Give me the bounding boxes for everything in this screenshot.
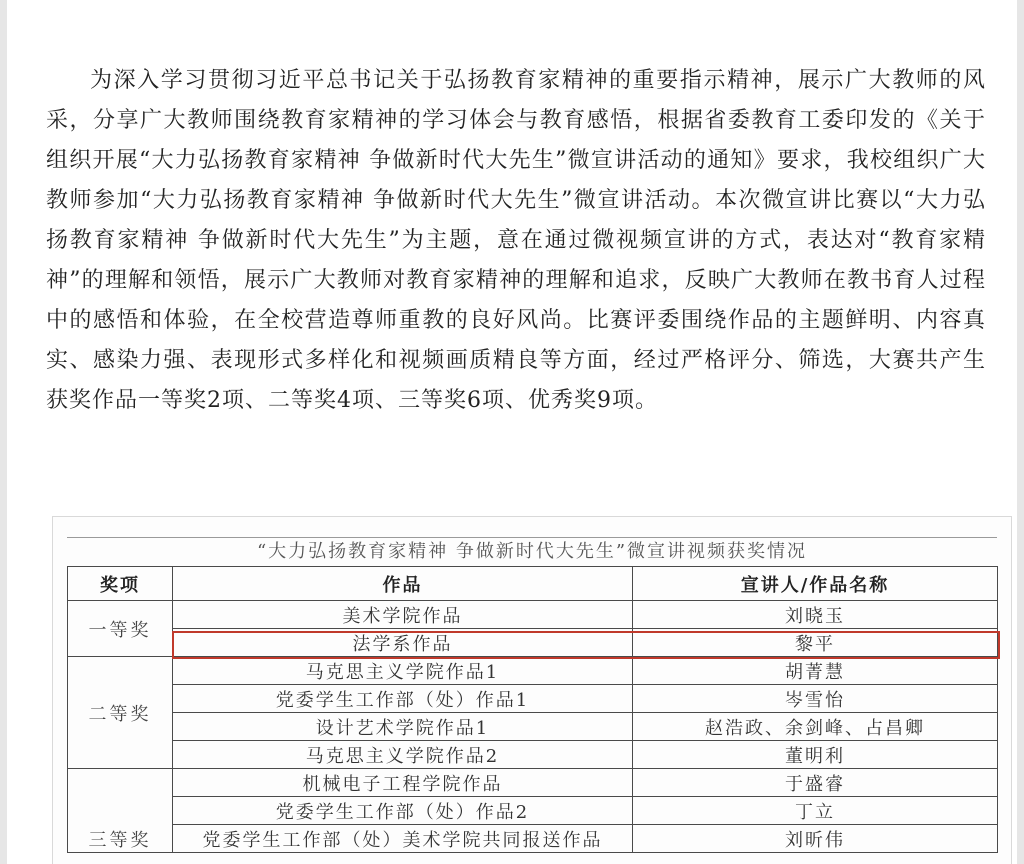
speaker-cell: 丁立	[633, 797, 998, 825]
work-cell: 设计艺术学院作品1	[173, 713, 633, 741]
speaker-cell: 岑雪怡	[633, 685, 998, 713]
table-row	[68, 769, 998, 797]
speaker-cell: 刘晓玉	[633, 601, 998, 629]
header-speaker: 宣讲人/作品名称	[633, 567, 998, 601]
awards-table	[67, 566, 998, 853]
work-cell: 党委学生工作部（处）作品1	[173, 685, 633, 713]
table-row	[68, 657, 998, 685]
award-category-second: 二等奖	[68, 657, 173, 769]
awards-table-image	[52, 516, 1012, 864]
table-row	[68, 713, 998, 741]
header-award: 奖项	[68, 567, 173, 601]
work-cell: 美术学院作品	[173, 601, 633, 629]
table-row-highlighted	[68, 629, 998, 657]
table-row	[68, 825, 998, 853]
header-work: 作品	[173, 567, 633, 601]
table-title: “大力弘扬教育家精神 争做新时代大先生”微宣讲视频获奖情况	[67, 537, 997, 566]
award-category-first: 一等奖	[68, 601, 173, 657]
speaker-cell: 于盛睿	[633, 769, 998, 797]
award-category-third: 三等奖	[68, 769, 173, 853]
work-cell: 党委学生工作部（处）作品2	[173, 797, 633, 825]
work-cell: 机械电子工程学院作品	[173, 769, 633, 797]
article-paragraph: 为深入学习贯彻习近平总书记关于弘扬教育家精神的重要指示精神，展示广大教师的风采，分享广大教师围绕教育家精神的学习体会与教育感悟，根据省委教育工委印发的《关于组织开展“大力弘扬教育家精神 争做新时代大先生”微宣讲活动的通知》要求，我校组织广大教师参加“大力弘扬教育家精神 争做新时代大先生”微宣讲活动。本次微宣讲比赛以“大力弘扬教育家精神 争做新时代大先生”为主题，意在通过微视频宣讲的方式，表达对“教育家精神”的理解和领悟，展示广大教师对教育家精神的理解和追求，反映广大教师在教书育人过程中的感悟和体验，在全校营造尊师重教的良好风尚。比赛评委围绕作品的主题鲜明、内容真实、感染力强、表现形式多样化和视频画质精良等方面，经过严格评分、筛选，大赛共产生获奖作品一等奖2项、二等奖4项、三等奖6项、优秀奖9项。	[46, 68, 986, 413]
table-row	[68, 685, 998, 713]
work-cell: 马克思主义学院作品2	[173, 741, 633, 769]
work-cell: 马克思主义学院作品1	[173, 657, 633, 685]
work-cell: 法学系作品	[173, 629, 633, 657]
speaker-cell: 赵浩政、余剑峰、占昌卿	[633, 713, 998, 741]
speaker-cell: 刘昕伟	[633, 825, 998, 853]
table-header-row	[68, 567, 998, 601]
speaker-cell: 董明利	[633, 741, 998, 769]
table-row	[68, 741, 998, 769]
work-cell: 党委学生工作部（处）美术学院共同报送作品	[173, 825, 633, 853]
table-row	[68, 797, 998, 825]
table-row	[68, 601, 998, 629]
speaker-cell: 胡菁慧	[633, 657, 998, 685]
speaker-cell: 黎平	[633, 629, 998, 657]
